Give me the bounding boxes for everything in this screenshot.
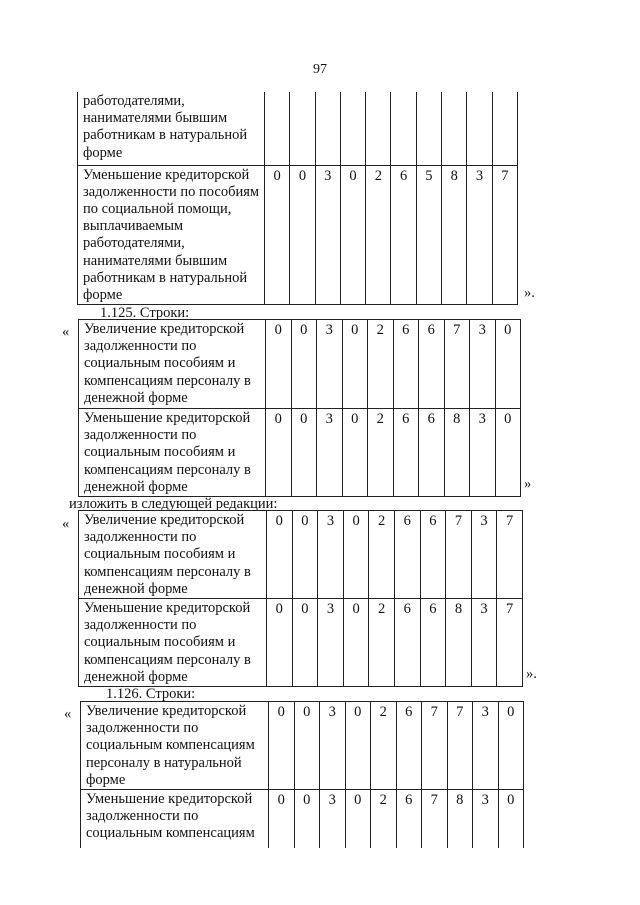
code-digit: 0 xyxy=(267,599,293,687)
code-digit: 7 xyxy=(497,511,523,599)
closing-quote: ». xyxy=(526,666,537,682)
code-digit: 0 xyxy=(266,409,292,497)
row-label: Уменьшение кредиторской задолженности по социальным пособиям и компенсациям персоналу в денежной форме xyxy=(79,409,266,497)
code-digit: 3 xyxy=(467,165,492,305)
table-row xyxy=(79,320,521,409)
code-digit: 0 xyxy=(495,409,521,497)
code-digit: 7 xyxy=(497,599,523,687)
code-digit: 7 xyxy=(422,702,448,790)
code-digit: 0 xyxy=(342,320,368,409)
code-digit: 0 xyxy=(292,599,318,687)
code-digit: 6 xyxy=(396,790,422,848)
code-digit: 0 xyxy=(269,702,295,790)
code-digit: 0 xyxy=(292,511,318,599)
closing-quote: » xyxy=(524,476,532,492)
code-digit: 3 xyxy=(317,409,343,497)
row-label: Уменьшение кредиторской задолженности по социальным пособиям и компенсациям персоналу в денежной форме xyxy=(79,599,267,687)
code-table-new xyxy=(78,510,523,687)
code-digit: 0 xyxy=(343,599,369,687)
code-digit: 3 xyxy=(318,511,344,599)
code-digit: 0 xyxy=(266,320,292,409)
code-digit: 6 xyxy=(420,511,446,599)
code-table-1126 xyxy=(80,701,524,848)
page-number: 97 xyxy=(313,62,327,77)
code-digit: 0 xyxy=(498,790,524,848)
row-label: Увеличение кредиторской задолженности по социальным пособиям и компенсациям персоналу в денежной форме xyxy=(79,320,266,409)
code-digit: 2 xyxy=(369,599,395,687)
code-digit: 2 xyxy=(369,511,395,599)
code-digit: 3 xyxy=(320,790,346,848)
code-digit: 0 xyxy=(267,511,293,599)
table-row xyxy=(79,409,521,497)
code-digit: 0 xyxy=(290,165,315,305)
row-label: Уменьшение кредиторской задолженности по социальным компенсациям xyxy=(81,790,269,848)
code-table-continued xyxy=(77,92,518,305)
code-digit: 7 xyxy=(492,165,517,305)
code-digit: 0 xyxy=(498,702,524,790)
code-digit: 3 xyxy=(471,599,497,687)
code-digit: 0 xyxy=(345,790,371,848)
code-digit: 6 xyxy=(396,702,422,790)
code-digit: 6 xyxy=(419,409,445,497)
code-digit xyxy=(340,92,365,165)
table-row xyxy=(79,599,523,687)
code-digit xyxy=(366,92,391,165)
code-digit: 6 xyxy=(393,409,419,497)
code-digit: 3 xyxy=(318,599,344,687)
code-digit: 3 xyxy=(470,409,496,497)
code-digit: 3 xyxy=(317,320,343,409)
amendment-intro: изложить в следующей редакции: xyxy=(69,496,278,512)
code-digit: 0 xyxy=(269,790,295,848)
closing-quote: ». xyxy=(524,285,535,301)
code-digit: 3 xyxy=(473,790,499,848)
table-row xyxy=(78,92,518,165)
code-digit: 7 xyxy=(422,790,448,848)
code-digit: 0 xyxy=(294,790,320,848)
code-digit: 3 xyxy=(315,165,340,305)
row-label: Увеличение кредиторской задолженности по социальным пособиям и компенсациям персоналу в денежной форме xyxy=(79,511,267,599)
opening-quote: « xyxy=(64,706,72,722)
code-digit: 8 xyxy=(446,599,472,687)
code-digit: 0 xyxy=(343,511,369,599)
code-digit: 0 xyxy=(294,702,320,790)
code-table-original xyxy=(78,319,521,497)
code-digit xyxy=(391,92,416,165)
code-digit xyxy=(467,92,492,165)
code-digit: 6 xyxy=(394,511,420,599)
code-digit: 8 xyxy=(442,165,467,305)
code-digit: 0 xyxy=(340,165,365,305)
code-digit: 0 xyxy=(291,320,317,409)
code-digit: 6 xyxy=(394,599,420,687)
opening-quote: « xyxy=(62,324,70,340)
code-digit xyxy=(265,92,290,165)
table-row xyxy=(79,511,523,599)
code-digit: 7 xyxy=(444,320,470,409)
code-digit: 6 xyxy=(393,320,419,409)
code-digit: 7 xyxy=(447,702,473,790)
row-label: работодателями, нанимателями бывшим работникам в натуральной форме xyxy=(78,92,265,165)
table-row xyxy=(81,702,524,790)
table-row xyxy=(78,165,518,305)
section-heading-1126: 1.126. Строки: xyxy=(106,686,196,702)
code-digit: 6 xyxy=(419,320,445,409)
code-digit: 0 xyxy=(291,409,317,497)
code-digit: 8 xyxy=(444,409,470,497)
code-digit: 3 xyxy=(470,320,496,409)
code-digit xyxy=(315,92,340,165)
code-digit: 3 xyxy=(320,702,346,790)
code-digit: 5 xyxy=(416,165,441,305)
code-digit xyxy=(492,92,517,165)
table-row xyxy=(81,790,524,848)
code-digit: 6 xyxy=(391,165,416,305)
code-digit: 2 xyxy=(368,409,394,497)
code-digit: 3 xyxy=(473,702,499,790)
opening-quote: « xyxy=(62,516,70,532)
code-digit: 3 xyxy=(471,511,497,599)
code-digit: 0 xyxy=(345,702,371,790)
code-digit xyxy=(290,92,315,165)
code-digit: 8 xyxy=(447,790,473,848)
code-digit: 2 xyxy=(368,320,394,409)
row-label: Увеличение кредиторской задолженности по социальным компенсациям персоналу в натуральной форме xyxy=(81,702,269,790)
code-digit: 2 xyxy=(371,702,397,790)
row-label: Уменьшение кредиторской задолженности по пособиям по социальной помощи, выплачиваемым работодателями, нанимателями бывшим работникам в натуральной форме xyxy=(78,165,265,305)
code-digit: 0 xyxy=(342,409,368,497)
code-digit: 6 xyxy=(420,599,446,687)
code-digit: 0 xyxy=(265,165,290,305)
code-digit xyxy=(442,92,467,165)
code-digit: 2 xyxy=(371,790,397,848)
code-digit xyxy=(416,92,441,165)
code-digit: 0 xyxy=(495,320,521,409)
section-heading-1125: 1.125. Строки: xyxy=(100,305,190,321)
code-digit: 7 xyxy=(446,511,472,599)
code-digit: 2 xyxy=(366,165,391,305)
